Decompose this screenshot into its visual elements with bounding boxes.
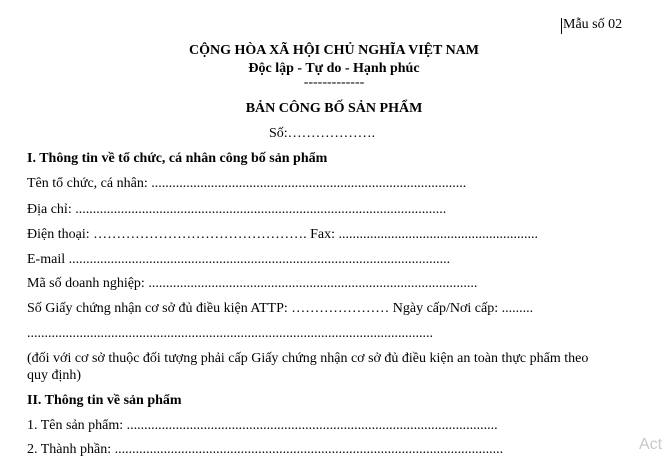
business-code-field: Mã số doanh nghiệp: .............................................................................................. [27, 276, 478, 291]
republic-heading: CỘNG HÒA XÃ HỘI CHỦ NGHĨA VIỆT NAM [188, 43, 479, 58]
motto: Độc lập - Tự do - Hạnh phúc [248, 61, 420, 76]
org-name-field: Tên tổ chức, cá nhân: .......................................................................................... [27, 176, 467, 191]
text-cursor [561, 18, 562, 34]
activation-watermark: Act [639, 436, 663, 453]
certificate-note: (đối với cơ sở thuộc đối tượng phải cấp Giấy chứng nhận cơ sở đủ điều kiện an toàn thực phẩm theo [27, 351, 589, 366]
header-divider: ------------- [303, 75, 365, 90]
section-1-heading: I. Thông tin về tổ chức, cá nhân công bố sản phẩm [27, 151, 328, 166]
address-field: Địa chỉ: .......................................................................................................... [27, 202, 447, 217]
document-number: Số:………………. [269, 126, 376, 141]
certificate-field: Số Giấy chứng nhận cơ sở đủ điều kiện ATTP: ………………… Ngày cấp/Nơi cấp: ......... [27, 301, 534, 316]
ingredients-field: 2. Thành phần: ............................................................................................................... [27, 442, 504, 457]
phone-fax-field: Điện thoại: ………………………………………. Fax: ......................................................... [27, 227, 538, 242]
email-field: E-mail ............................................................................................................. [27, 252, 451, 267]
certificate-field-continued: .................................................................................................................... [27, 326, 433, 341]
section-2-heading: II. Thông tin về sản phẩm [27, 393, 182, 408]
document-title: BẢN CÔNG BỐ SẢN PHẨM [245, 101, 423, 116]
product-name-field: 1. Tên sản phẩm: .......................................................................................................... [27, 418, 498, 433]
certificate-note-line2: quy định) [27, 368, 82, 383]
form-number: Mẫu số 02 [563, 17, 623, 32]
